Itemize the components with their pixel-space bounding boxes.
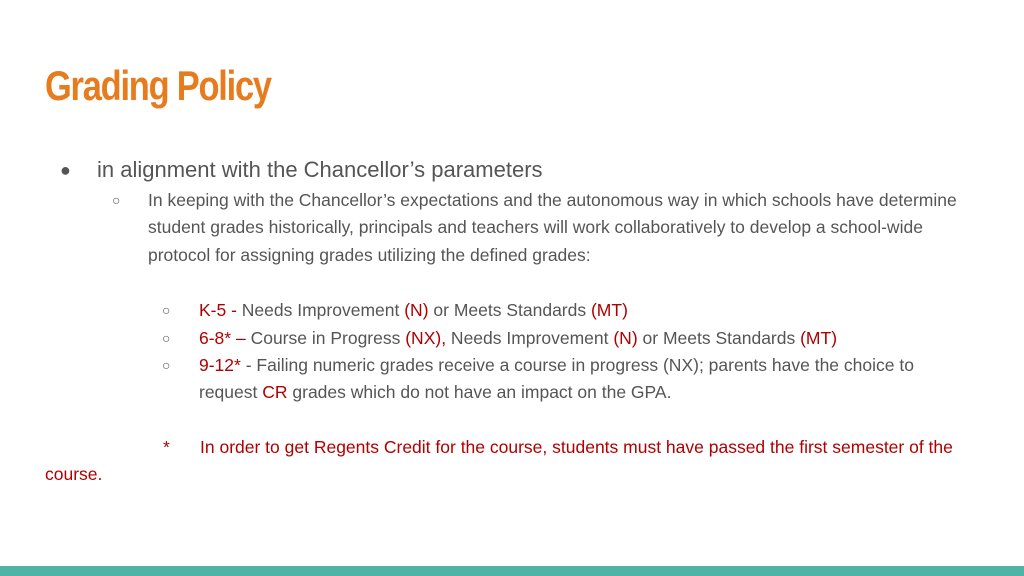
grade-label: 6-8* xyxy=(199,328,232,348)
grade-code: (MT) xyxy=(590,300,628,320)
bottom-accent-bar xyxy=(0,566,1024,576)
grade-item-text xyxy=(199,352,969,407)
grade-separator: - xyxy=(226,300,242,320)
grade-separator: – xyxy=(231,328,251,348)
hollow-circle-bullet-icon: ○ xyxy=(162,357,171,373)
bullet-level2-text: In keeping with the Chancellor’s expectations and the autonomous way in which schools have determine student grades historically, principals and teachers will work collaboratively to develop a school-wide protocol for assigning grades utilizing the defined grades: xyxy=(148,190,957,265)
note-asterisk: * xyxy=(163,437,170,457)
bullet-level1-text: in alignment with the Chancellor’s parameters xyxy=(97,157,543,182)
grade-desc: or Meets Standards xyxy=(428,300,591,320)
grade-separator: - xyxy=(240,355,257,375)
grade-code: (N) xyxy=(404,300,429,320)
grade-label: 9-12* xyxy=(199,355,241,375)
grade-desc: or Meets Standards xyxy=(637,328,801,348)
grade-code: (NX), xyxy=(405,328,447,348)
grade-item-text xyxy=(199,297,969,324)
grade-label: K-5 xyxy=(199,300,227,320)
grade-item-text xyxy=(199,325,969,352)
grade-desc: Needs Improvement xyxy=(241,300,405,320)
grade-desc: Failing numeric grades receive a course in progress (NX); parents have the choice to request xyxy=(199,355,914,403)
grade-code: CR xyxy=(262,382,288,403)
grade-desc: Needs Improvement xyxy=(446,328,614,348)
hollow-circle-bullet-icon: ○ xyxy=(112,192,121,208)
note-text: In order to get Regents Credit for the course, students must have passed the first semester of the course. xyxy=(45,437,953,485)
filled-circle-bullet-icon: ● xyxy=(60,160,71,180)
hollow-circle-bullet-icon: ○ xyxy=(162,302,171,318)
hollow-circle-bullet-icon: ○ xyxy=(162,330,171,346)
slide-title: Grading Policy xyxy=(45,62,271,109)
grade-desc: Course in Progress xyxy=(250,328,406,348)
grade-code: (MT) xyxy=(800,328,838,348)
regents-credit-note xyxy=(45,434,985,489)
grade-desc: grades which do not have an impact on the GPA. xyxy=(287,382,672,403)
grade-code: (N) xyxy=(613,328,638,348)
